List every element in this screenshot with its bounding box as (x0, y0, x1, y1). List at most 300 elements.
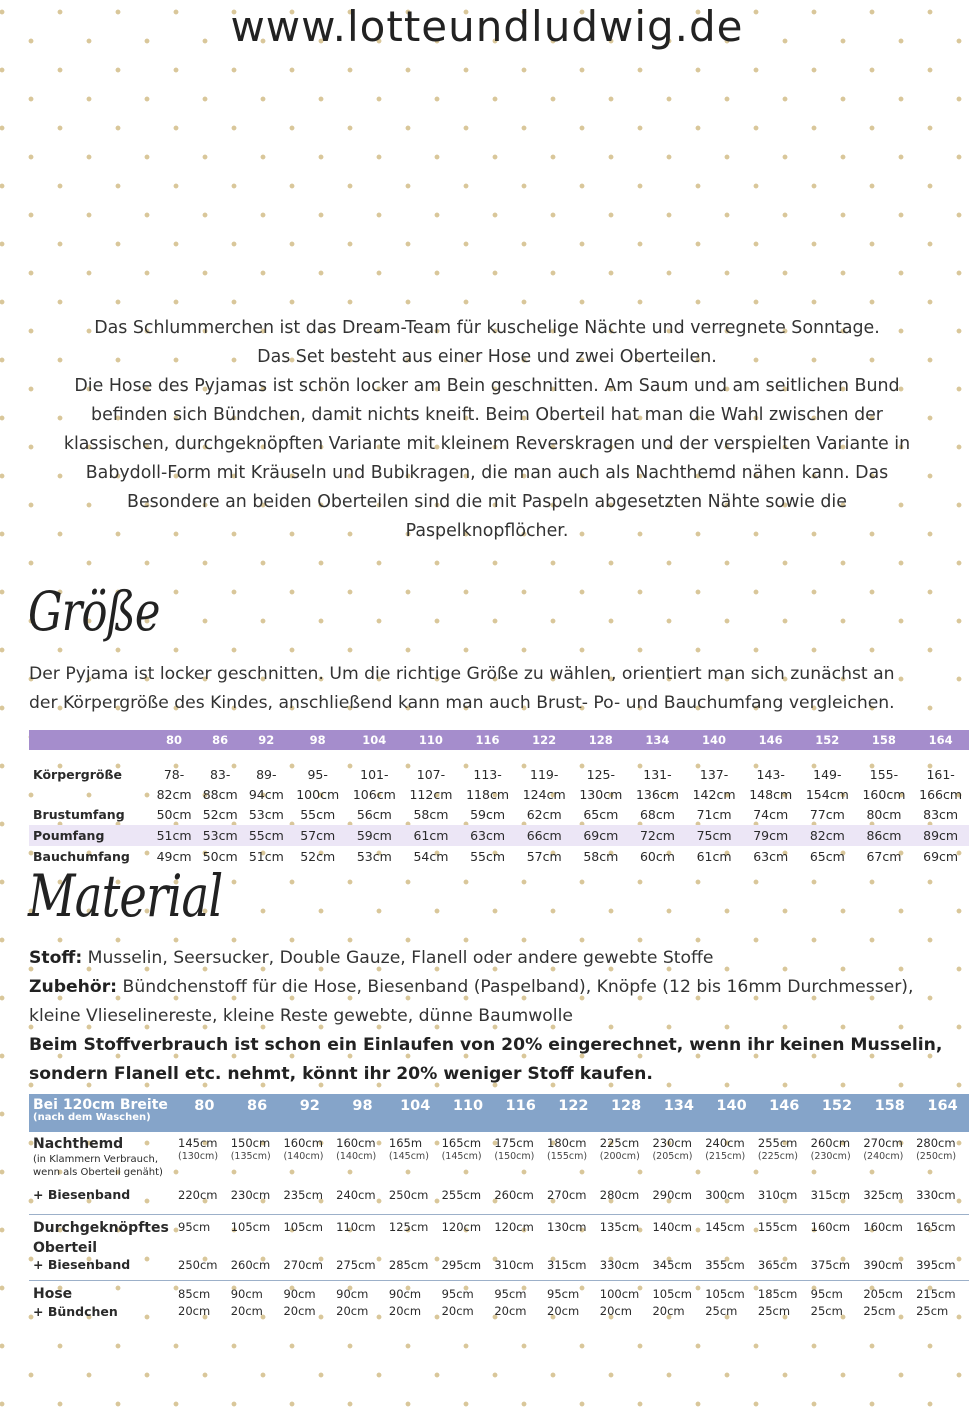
table-cell (863, 1132, 916, 1184)
table-cell (705, 1184, 758, 1215)
table-cell: 66cm (516, 825, 573, 846)
fabric-value: 85cm (178, 1287, 211, 1301)
table-row (29, 825, 969, 846)
table-cell: 125- (586, 766, 615, 782)
table-cell: 50cm (202, 849, 238, 864)
size-col-header: 152 (811, 1094, 864, 1132)
oberteil-label: Durchgeknöpftes (33, 1220, 169, 1236)
table-cell (389, 1281, 442, 1326)
fabric-paren: (250cm) (916, 1151, 957, 1162)
fabric-value: 20cm (441, 1304, 474, 1318)
table-cell (600, 1258, 653, 1281)
fabric-value: 95cm (494, 1287, 527, 1301)
table-cell (283, 1215, 336, 1259)
fabric-value: 285cm (388, 1258, 429, 1272)
fabric-value: 345cm (652, 1258, 692, 1272)
fabric-value: 20cm (652, 1304, 685, 1318)
fabric-value: 160cm (810, 1220, 851, 1234)
table-cell (705, 1132, 758, 1184)
fabric-value: 395cm (916, 1258, 956, 1272)
table-cell: 79cm (742, 825, 799, 846)
fabric-note: sondern Flanell etc. nehmt, könnt ihr 20% weniger Stoff kaufen. (29, 1064, 653, 1084)
fabric-value: 95cm (810, 1287, 843, 1301)
table-cell: 143- (756, 766, 785, 782)
table-cell (705, 1258, 758, 1281)
fabric-value: 300cm (705, 1188, 745, 1202)
size-col-header: 134 (652, 1094, 705, 1132)
size-text-line: der Körpergröße des Kindes, anschließend kann man auch Brust- Po- und Bauchumfang vergleichen. (29, 693, 895, 713)
fabric-value: 155cm (757, 1220, 798, 1234)
fabric-value: 230cm (652, 1136, 692, 1150)
table-cell: 160cm (862, 786, 906, 802)
table-cell (336, 1258, 389, 1281)
size-col-header: 164 (912, 730, 969, 750)
fabric-value: 295cm (441, 1258, 482, 1272)
row-label (29, 1258, 178, 1281)
table-cell: 113- (473, 766, 502, 782)
fabric-value: 100cm (599, 1287, 640, 1301)
table-cell: 57cm (289, 825, 346, 846)
table-cell: 119- (530, 766, 559, 782)
table-cell (442, 1258, 495, 1281)
size-col-header: 86 (197, 730, 243, 750)
fabric-value: 390cm (863, 1258, 903, 1272)
table-cell (652, 1281, 705, 1326)
table-cell (916, 1215, 969, 1259)
fabric-value: 225cm (599, 1136, 640, 1150)
table-cell: 75cm (686, 825, 743, 846)
oberteil-label: Oberteil (33, 1240, 98, 1256)
table-cell (389, 1258, 442, 1281)
fabric-value: 215cm (916, 1287, 956, 1301)
fabric-value: 105cm (230, 1220, 271, 1234)
table-cell (178, 1258, 231, 1281)
table-cell: 49cm (156, 849, 192, 864)
table-cell (442, 1132, 495, 1184)
size-col-header: 146 (742, 730, 799, 750)
table-cell (231, 1132, 284, 1184)
table-cell: 72cm (629, 825, 686, 846)
table-cell: 51cm (248, 849, 284, 864)
table-cell (494, 1258, 547, 1281)
fabric-paren: (240cm) (863, 1151, 904, 1162)
fabric-paren: (200cm) (599, 1151, 640, 1162)
site-title: www.lotteundludwig.de (230, 2, 744, 51)
fabric-value: 355cm (705, 1258, 745, 1272)
table-cell (494, 1132, 547, 1184)
table-cell (758, 1281, 811, 1326)
table-cell: 124cm (522, 786, 566, 802)
table-cell: 137- (699, 766, 729, 782)
table-cell (283, 1184, 336, 1215)
table-cell: 82cm (156, 786, 192, 802)
size-table-header (29, 730, 969, 750)
fabric-value: 25cm (916, 1304, 949, 1318)
table-cell: 63cm (753, 849, 789, 864)
fabric-paren: (130cm) (178, 1151, 219, 1162)
fabric-value: 205cm (863, 1287, 903, 1301)
fabric-value: 90cm (388, 1287, 422, 1301)
fabric-value: 145cm (705, 1220, 745, 1234)
row-label (29, 1215, 178, 1259)
table-cell: 52cm (300, 849, 336, 864)
fabric-value: 175cm (494, 1136, 534, 1150)
table-cell (916, 1281, 969, 1326)
table-cell (758, 1258, 811, 1281)
intro-line: Die Hose des Pyjamas ist schön locker am Bein geschnitten. Am Saum und am seitlichen Bund (74, 376, 900, 396)
zubehoer-text: Bündchenstoff für die Hose, Biesenband (Paspelband), Knöpfe (12 bis 16mm Durchmesser), (117, 977, 914, 997)
table-cell (705, 1281, 758, 1326)
table-cell: 51cm (151, 825, 197, 846)
nachthemd-sub: wenn als Oberteil genäht) (33, 1167, 163, 1178)
table-cell: 155- (869, 766, 899, 782)
fabric-paren: (230cm) (810, 1151, 851, 1162)
fabric-value: 290cm (652, 1188, 692, 1202)
fabric-table-header (29, 1094, 969, 1132)
intro-paragraph (36, 314, 938, 546)
fabric-value: 105cm (283, 1220, 323, 1234)
table-cell (231, 1258, 284, 1281)
size-col-header: 116 (494, 1094, 547, 1132)
table-cell: 149- (813, 766, 842, 782)
table-cell (547, 1281, 600, 1326)
fabric-value: 260cm (810, 1136, 851, 1150)
fabric-value: 310cm (494, 1258, 534, 1272)
fabric-value: 105cm (652, 1287, 692, 1301)
table-cell (758, 1184, 811, 1215)
fabric-value: 255cm (757, 1136, 798, 1150)
table-cell (178, 1184, 231, 1215)
table-cell: 53cm (248, 807, 284, 822)
size-col-header: 122 (547, 1094, 600, 1132)
table-cell (916, 1258, 969, 1281)
table-cell (705, 1215, 758, 1259)
table-cell: 74cm (753, 807, 789, 822)
fabric-value: 150cm (230, 1136, 271, 1150)
table-row (29, 1215, 969, 1259)
stoff-label: Stoff: (29, 948, 83, 968)
fabric-paren: (205cm) (652, 1151, 693, 1162)
table-cell (231, 1184, 284, 1215)
table-cell: 55cm (470, 849, 506, 864)
table-cell: 55cm (300, 807, 336, 822)
table-cell (652, 1215, 705, 1259)
table-cell (547, 1184, 600, 1215)
fabric-paren: (145cm) (441, 1151, 482, 1162)
fabric-value: 25cm (863, 1304, 896, 1318)
table-cell (336, 1281, 389, 1326)
table-cell: 53cm (197, 825, 243, 846)
table-cell (811, 1132, 864, 1184)
table-cell: 50cm (156, 807, 192, 822)
fabric-value: 20cm (547, 1304, 580, 1318)
table-row (29, 784, 969, 804)
table-cell: 112cm (409, 786, 453, 802)
header-corner (29, 730, 151, 750)
table-cell: 130cm (579, 786, 623, 802)
table-cell: 166cm (919, 786, 963, 802)
table-cell (494, 1215, 547, 1259)
fabric-value: 145cm (178, 1136, 218, 1150)
fabric-value: 260cm (494, 1188, 534, 1202)
size-text-line: Der Pyjama ist locker geschnitten. Um die richtige Größe zu wählen, orientiert man sich zunächst an (29, 664, 895, 684)
row-label: Brustumfang (33, 807, 125, 822)
stoff-text: Musselin, Seersucker, Double Gauze, Flanell oder andere gewebte Stoffe (82, 948, 714, 968)
table-cell: 154cm (805, 786, 849, 802)
fabric-table (29, 1094, 969, 1325)
size-heading: Größe (28, 580, 160, 643)
intro-line: klassischen, durchgeknöpften Variante mit kleinem Reverskragen und der verspielten Variante in (63, 434, 911, 454)
buendchen-label: + Bündchen (33, 1304, 118, 1319)
table-cell: 63cm (459, 825, 516, 846)
fabric-value: 330cm (916, 1188, 956, 1202)
fabric-paren: (215cm) (705, 1151, 746, 1162)
fabric-paren: (140cm) (283, 1151, 324, 1162)
header-label (29, 1094, 178, 1132)
fabric-value: 25cm (810, 1304, 843, 1318)
table-cell: 136cm (635, 786, 679, 802)
size-col-header: 164 (916, 1094, 969, 1132)
fabric-value: 185cm (757, 1287, 798, 1301)
table-cell: 89- (256, 766, 277, 782)
table-cell: 62cm (526, 807, 562, 822)
table-cell: 131- (643, 766, 672, 782)
table-cell (916, 1132, 969, 1184)
table-cell (863, 1184, 916, 1215)
row-label: Poumfang (29, 825, 151, 846)
intro-line: befinden sich Bündchen, damit nichts kneift. Beim Oberteil hat man die Wahl zwischen der (91, 405, 883, 425)
fabric-value: 130cm (547, 1220, 587, 1234)
fabric-value: 325cm (863, 1188, 903, 1202)
table-cell (547, 1215, 600, 1259)
size-col-header: 158 (863, 1094, 916, 1132)
size-col-header: 158 (856, 730, 913, 750)
fabric-value: 270cm (547, 1188, 587, 1202)
table-cell (442, 1184, 495, 1215)
fabric-value: 270cm (283, 1258, 323, 1272)
fabric-value: 235cm (283, 1188, 323, 1202)
fabric-value: 230cm (230, 1188, 271, 1202)
table-cell: 60cm (639, 849, 675, 864)
size-table (29, 730, 969, 867)
table-cell: 88cm (202, 786, 238, 802)
table-cell (389, 1184, 442, 1215)
fabric-paren: (150cm) (494, 1151, 535, 1162)
fabric-value: 160cm (863, 1220, 903, 1234)
fabric-value: 20cm (494, 1304, 527, 1318)
row-label: Bauchumfang (33, 849, 130, 864)
table-cell (863, 1258, 916, 1281)
table-cell: 106cm (352, 786, 396, 802)
table-cell (811, 1215, 864, 1259)
table-cell (389, 1215, 442, 1259)
fabric-value: 310cm (757, 1188, 798, 1202)
size-col-header: 80 (151, 730, 197, 750)
fabric-value: 275cm (336, 1258, 376, 1272)
table-row (29, 1184, 969, 1215)
table-cell (600, 1132, 653, 1184)
table-cell (283, 1132, 336, 1184)
fabric-value: 365cm (757, 1258, 798, 1272)
table-cell: 53cm (356, 849, 392, 864)
size-col-header: 110 (403, 730, 460, 750)
fabric-value: 180cm (547, 1136, 587, 1150)
row-label: Körpergröße (33, 766, 122, 782)
biesenband-label: + Biesenband (33, 1187, 131, 1202)
fabric-value: 20cm (178, 1304, 211, 1318)
size-col-header: 128 (573, 730, 630, 750)
size-col-header: 134 (629, 730, 686, 750)
size-col-header: 104 (346, 730, 403, 750)
table-cell: 69cm (573, 825, 630, 846)
table-cell: 61cm (696, 849, 732, 864)
size-col-header: 92 (243, 730, 289, 750)
table-cell (758, 1132, 811, 1184)
stoff-line (29, 944, 969, 973)
table-cell (336, 1132, 389, 1184)
table-cell: 82cm (799, 825, 856, 846)
table-cell: 83cm (923, 807, 959, 822)
fabric-value: 220cm (178, 1188, 218, 1202)
intro-line: Das Set besteht aus einer Hose und zwei Oberteilen. (257, 347, 717, 367)
table-cell (547, 1132, 600, 1184)
table-cell: 142cm (692, 786, 736, 802)
table-cell (231, 1215, 284, 1259)
fabric-value: 330cm (599, 1258, 640, 1272)
zubehoer-label: Zubehör: (29, 977, 118, 997)
fabric-note: Beim Stoffverbrauch ist schon ein Einlaufen von 20% eingerechnet, wenn ihr keinen Musselin, (29, 1035, 943, 1055)
table-cell (494, 1281, 547, 1326)
table-cell: 69cm (923, 849, 959, 864)
material-heading: Material (28, 862, 223, 930)
size-col-header: 140 (705, 1094, 758, 1132)
size-col-header: 122 (516, 730, 573, 750)
fabric-value: 260cm (230, 1258, 271, 1272)
table-cell: 118cm (466, 786, 510, 802)
table-cell: 101- (360, 766, 389, 782)
table-cell (652, 1258, 705, 1281)
table-cell: 65cm (809, 849, 845, 864)
table-cell (758, 1215, 811, 1259)
table-cell: 59cm (346, 825, 403, 846)
fabric-value: 255cm (441, 1188, 482, 1202)
table-cell (389, 1132, 442, 1184)
material-description (29, 944, 969, 1089)
intro-line: Das Schlummerchen ist das Dream-Team für kuschelige Nächte und verregnete Sonntage. (94, 318, 880, 338)
table-cell: 59cm (470, 807, 506, 822)
nachthemd-sub: (in Klammern Verbrauch, (33, 1154, 159, 1165)
table-cell (600, 1215, 653, 1259)
table-cell (231, 1281, 284, 1326)
table-cell (178, 1281, 231, 1326)
fabric-value: 105cm (705, 1287, 745, 1301)
row-label (29, 1281, 178, 1326)
table-cell: 58cm (413, 807, 449, 822)
fabric-paren: (140cm) (336, 1151, 377, 1162)
table-row (29, 1281, 969, 1326)
biesenband-label: + Biesenband (33, 1257, 131, 1272)
fabric-value: 90cm (283, 1287, 316, 1301)
fabric-value: 20cm (599, 1304, 632, 1318)
table-row (29, 764, 969, 784)
table-cell: 55cm (243, 825, 289, 846)
table-row (29, 804, 969, 825)
fabric-value: 20cm (230, 1304, 263, 1318)
table-cell: 58cm (583, 849, 619, 864)
fabric-value: 140cm (652, 1220, 692, 1234)
fabric-value: 160cm (336, 1136, 376, 1150)
fabric-value: 160cm (283, 1136, 323, 1150)
table-cell (336, 1184, 389, 1215)
fabric-value: 95cm (178, 1220, 211, 1234)
size-col-header: 140 (686, 730, 743, 750)
intro-line: Babydoll-Form mit Kräuseln und Bubikragen, die man auch als Nachthemd nähen kann. Das (85, 463, 889, 483)
table-cell: 107- (416, 766, 446, 782)
fabric-value: 95cm (547, 1287, 580, 1301)
table-cell: 52cm (202, 807, 238, 822)
fabric-value: 25cm (757, 1304, 791, 1318)
fabric-value: 20cm (336, 1304, 369, 1318)
fabric-value: 20cm (388, 1304, 422, 1318)
fabric-value: 165cm (441, 1136, 482, 1150)
fabric-value: 135cm (599, 1220, 640, 1234)
header-label-text: Bei 120cm Breite (33, 1097, 168, 1113)
table-cell (652, 1132, 705, 1184)
fabric-value: 315cm (810, 1188, 851, 1202)
header-sub: (nach dem Waschen) (33, 1112, 151, 1123)
table-cell: 95- (307, 766, 328, 782)
zubehoer-line (29, 973, 969, 1002)
table-cell (336, 1215, 389, 1259)
table-cell: 68cm (639, 807, 675, 822)
hose-label: Hose (33, 1286, 73, 1302)
size-col-header: 128 (600, 1094, 653, 1132)
row-label (29, 1184, 178, 1215)
table-cell: 77cm (809, 807, 845, 822)
fabric-value: 120cm (441, 1220, 482, 1234)
size-description (29, 660, 969, 718)
table-cell (811, 1258, 864, 1281)
fabric-value: 315cm (547, 1258, 587, 1272)
size-col-header: 152 (799, 730, 856, 750)
table-cell (547, 1258, 600, 1281)
fabric-value: 90cm (230, 1287, 263, 1301)
table-cell: 161- (926, 766, 955, 782)
table-cell: 94cm (248, 786, 284, 802)
fabric-value: 270cm (863, 1136, 903, 1150)
table-cell (811, 1184, 864, 1215)
fabric-paren: (225cm) (757, 1151, 798, 1162)
table-cell (863, 1215, 916, 1259)
nachthemd-label: Nachthemd (33, 1136, 124, 1152)
fabric-value: 165cm (916, 1220, 956, 1234)
table-cell: 83- (209, 766, 231, 782)
fabric-value: 110cm (336, 1220, 376, 1234)
fabric-paren: (135cm) (230, 1151, 271, 1162)
fabric-value: 165m (388, 1136, 423, 1150)
table-cell (442, 1215, 495, 1259)
intro-line: Besondere an beiden Oberteilen sind die mit Paspeln abgesetzten Nähte sowie die (127, 492, 847, 512)
table-cell (916, 1184, 969, 1215)
fabric-paren: (145cm) (388, 1151, 429, 1162)
size-col-header: 110 (442, 1094, 495, 1132)
fabric-value: 250cm (178, 1258, 218, 1272)
table-cell: 57cm (526, 849, 562, 864)
zubehoer-line-2: kleine Vlieselinereste, kleine Reste gewebte, dünne Baumwolle (29, 1006, 573, 1026)
table-cell (178, 1215, 231, 1259)
fabric-value: 20cm (283, 1304, 316, 1318)
fabric-value: 120cm (494, 1220, 534, 1234)
